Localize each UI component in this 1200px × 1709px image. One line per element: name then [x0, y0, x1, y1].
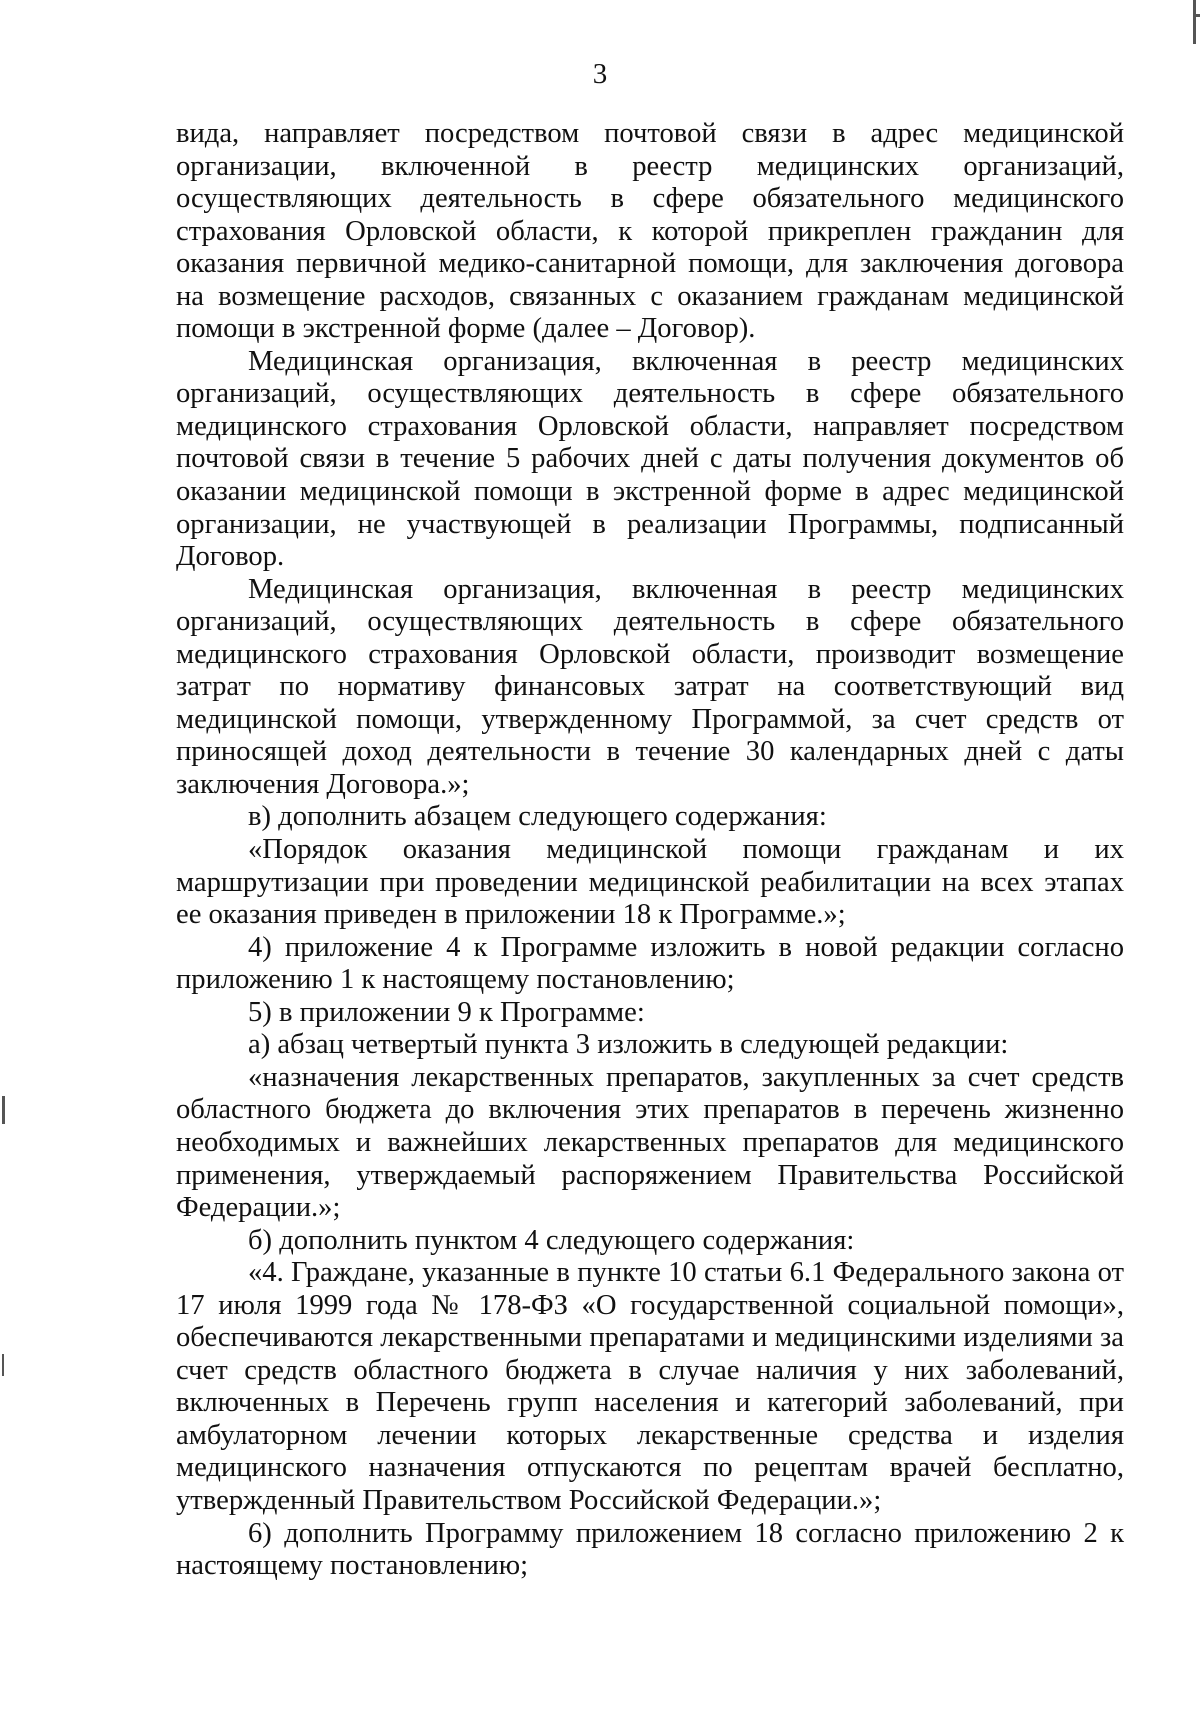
- scan-edge-mark: [2, 1096, 5, 1124]
- paragraph-contract-signing: Медицинская организация, включенная в реестр медицинских организаций, осуществляющих деятельность в сфере обязательного медицинского страхования Орловской области, направляет посредством почтовой связи в течение 5 рабочих дней с даты получения документов об оказании медицинской помощи в экстренной форме в адрес медицинской организации, не участвующей в реализации Программы, подписанный Договор.: [176, 345, 1124, 573]
- quote-rehabilitation-order: «Порядок оказания медицинской помощи гражданам и их маршрутизации при проведении медицинской реабилитации на всех этапах ее оказания приведен в приложении 18 к Программе.»;: [176, 834, 1124, 931]
- scan-edge-mark: [2, 1354, 4, 1376]
- item-5: 5) в приложении 9 к Программе:: [248, 996, 645, 1028]
- item-4: 4) приложение 4 к Программе изложить в новой редакции согласно приложению 1 к настоящему постановлению;: [176, 931, 1124, 996]
- item-5a: а) абзац четвертый пункта 3 изложить в следующей редакции:: [248, 1029, 1009, 1061]
- quote-drug-prescription: «назначения лекарственных препаратов, закупленных за счет средств областного бюджета до включения этих препаратов в перечень жизненно необходимых и важнейших лекарственных препаратов для медицинского применения, утверждаемый распоряжением Правительства Российской Федерации.»;: [176, 1061, 1124, 1224]
- document-body: [176, 118, 1124, 1583]
- item-v: в) дополнить абзацем следующего содержания:: [248, 801, 827, 833]
- scan-edge-mark: [1194, 14, 1200, 17]
- quote-point-4: «4. Граждане, указанные в пункте 10 статьи 6.1 Федерального закона от 17 июля 1999 года № 178-ФЗ «О государственной социальной помощи», обеспечиваются лекарственными препаратами и медицинскими изделиями за счет средств областного бюджета в случае наличия у них заболеваний, включенных в Перечень групп населения и категорий заболеваний, при амбулаторном лечении которых лекарственные средства и изделия медицинского назначения отпускаются по рецептам врачей бесплатно, утвержденный Правительством Российской Федерации.»;: [176, 1257, 1124, 1516]
- paragraph-cost-reimbursement: Медицинская организация, включенная в реестр медицинских организаций, осуществляющих деятельность в сфере обязательного медицинского страхования Орловской области, производит возмещение затрат по нормативу финансовых затрат на соответствующий вид медицинской помощи, утвержденному Программой, за счет средств от приносящей доход деятельности в течение 30 календарных дней с даты заключения Договора.»;: [176, 573, 1124, 800]
- item-5b: б) дополнить пунктом 4 следующего содержания:: [248, 1224, 855, 1256]
- scan-edge-mark: [1193, 0, 1196, 44]
- paragraph-continuation: вида, направляет посредством почтовой связи в адрес медицинской организации, включенной в реестр медицинских организаций, осуществляющих деятельность в сфере обязательного медицинского страхования Орловской области, к которой прикреплен гражданин для оказания первичной медико-санитарной помощи, для заключения договора на возмещение расходов, связанных с оказанием гражданам медицинской помощи в экстренной форме (далее – Договор).: [176, 118, 1124, 345]
- page-number: 3: [592, 58, 608, 90]
- item-6: 6) дополнить Программу приложением 18 согласно приложению 2 к настоящему постановлению;: [176, 1517, 1124, 1582]
